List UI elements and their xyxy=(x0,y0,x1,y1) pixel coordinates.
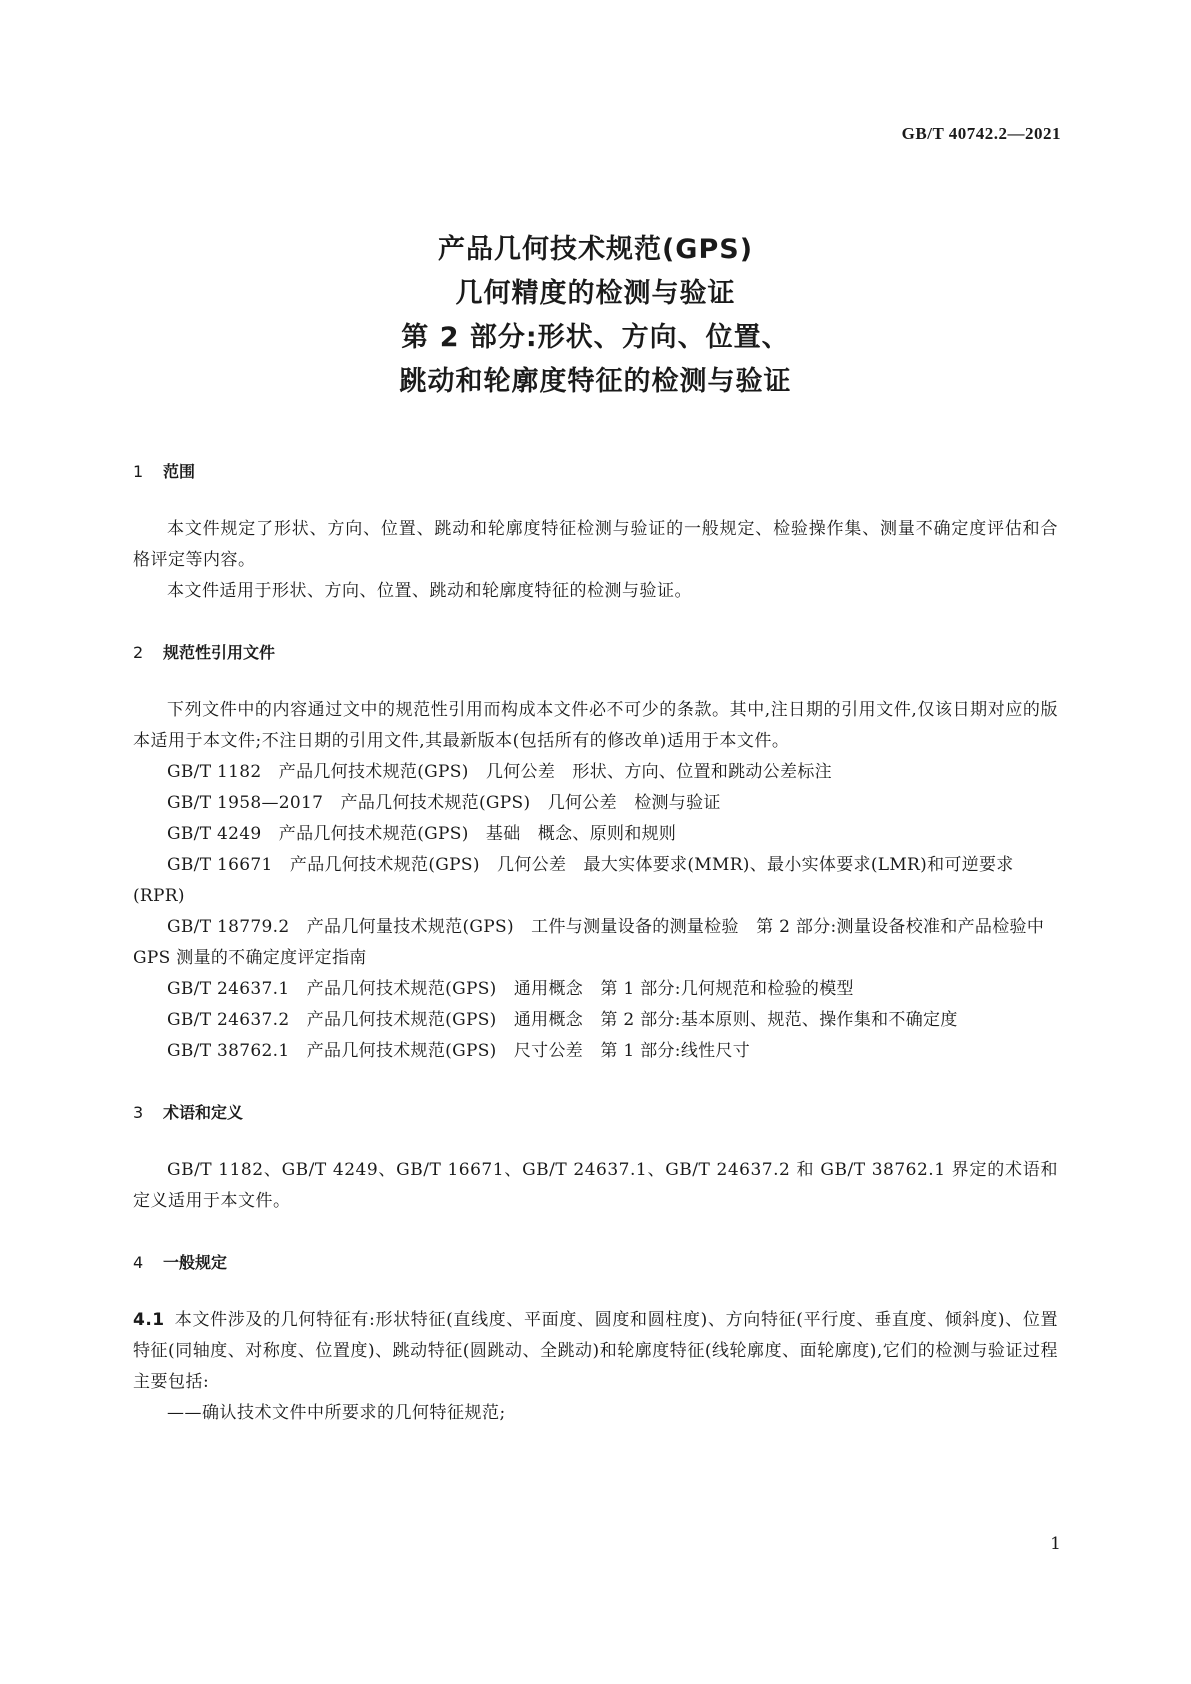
section-number: 2 xyxy=(133,643,144,662)
reference-item: GB/T 16671 产品几何技术规范(GPS) 几何公差 最大实体要求(MMR)、最小实体要求(LMR)和可逆要求(RPR) xyxy=(133,855,1014,906)
reference-item: GB/T 24637.2 产品几何技术规范(GPS) 通用概念 第 2 部分:基本原则、规范、操作集和不确定度 xyxy=(167,1010,958,1030)
reference-item: GB/T 1182 产品几何技术规范(GPS) 几何公差 形状、方向、位置和跳动公差标注 xyxy=(167,762,832,782)
title-line-2: 几何精度的检测与验证 xyxy=(455,278,736,309)
section-1-paragraph: 本文件适用于形状、方向、位置、跳动和轮廓度特征的检测与验证。 xyxy=(167,581,692,601)
document-title xyxy=(0,228,1191,404)
section-number: 1 xyxy=(133,462,144,481)
section-1-heading xyxy=(133,460,1058,484)
document-body xyxy=(133,460,1058,1429)
reference-item: GB/T 4249 产品几何技术规范(GPS) 基础 概念、原则和规则 xyxy=(167,824,677,844)
section-title: 规范性引用文件 xyxy=(163,643,276,662)
section-1-paragraph: 本文件规定了形状、方向、位置、跳动和轮廓度特征检测与验证的一般规定、检验操作集、测量不确定度评估和合格评定等内容。 xyxy=(133,519,1058,570)
section-3-paragraph: GB/T 1182、GB/T 4249、GB/T 16671、GB/T 24637.1、GB/T 24637.2 和 GB/T 38762.1 界定的术语和定义适用于本文件。 xyxy=(133,1160,1058,1211)
reference-item: GB/T 38762.1 产品几何技术规范(GPS) 尺寸公差 第 1 部分:线性尺寸 xyxy=(167,1041,751,1061)
title-line-3: 第 2 部分:形状、方向、位置、 xyxy=(401,322,790,353)
clause-4-1 xyxy=(133,1305,1058,1398)
reference-item: GB/T 24637.1 产品几何技术规范(GPS) 通用概念 第 1 部分:几何规范和检验的模型 xyxy=(167,979,854,999)
clause-text: 本文件涉及的几何特征有:形状特征(直线度、平面度、圆度和圆柱度)、方向特征(平行度、垂直度、倾斜度)、位置特征(同轴度、对称度、位置度)、跳动特征(圆跳动、全跳动)和轮廓度特征(线轮廓度、面轮廓度),它们的检测与验证过程主要包括: xyxy=(133,1310,1058,1392)
section-title: 一般规定 xyxy=(163,1253,228,1272)
reference-item: GB/T 18779.2 产品几何量技术规范(GPS) 工件与测量设备的测量检验 第 2 部分:测量设备校准和产品检验中 GPS 测量的不确定度评定指南 xyxy=(133,917,1045,968)
section-number: 4 xyxy=(133,1253,144,1272)
section-title: 术语和定义 xyxy=(163,1103,244,1122)
title-line-1: 产品几何技术规范(GPS) xyxy=(437,234,754,265)
reference-item: GB/T 1958—2017 产品几何技术规范(GPS) 几何公差 检测与验证 xyxy=(167,793,721,813)
page-number: 1 xyxy=(1050,1534,1061,1554)
section-title: 范围 xyxy=(163,462,196,481)
standard-number: GB/T 40742.2—2021 xyxy=(901,124,1061,143)
section-3-heading xyxy=(133,1101,1058,1125)
title-line-4: 跳动和轮廓度特征的检测与验证 xyxy=(399,366,792,397)
section-2-heading xyxy=(133,641,1058,665)
section-number: 3 xyxy=(133,1103,144,1122)
section-2-intro: 下列文件中的内容通过文中的规范性引用而构成本文件必不可少的条款。其中,注日期的引用文件,仅该日期对应的版本适用于本文件;不注日期的引用文件,其最新版本(包括所有的修改单)适用于本文件。 xyxy=(133,700,1058,751)
section-4-heading xyxy=(133,1251,1058,1275)
list-item: ——确认技术文件中所要求的几何特征规范; xyxy=(167,1403,506,1423)
clause-number: 4.1 xyxy=(133,1310,165,1330)
